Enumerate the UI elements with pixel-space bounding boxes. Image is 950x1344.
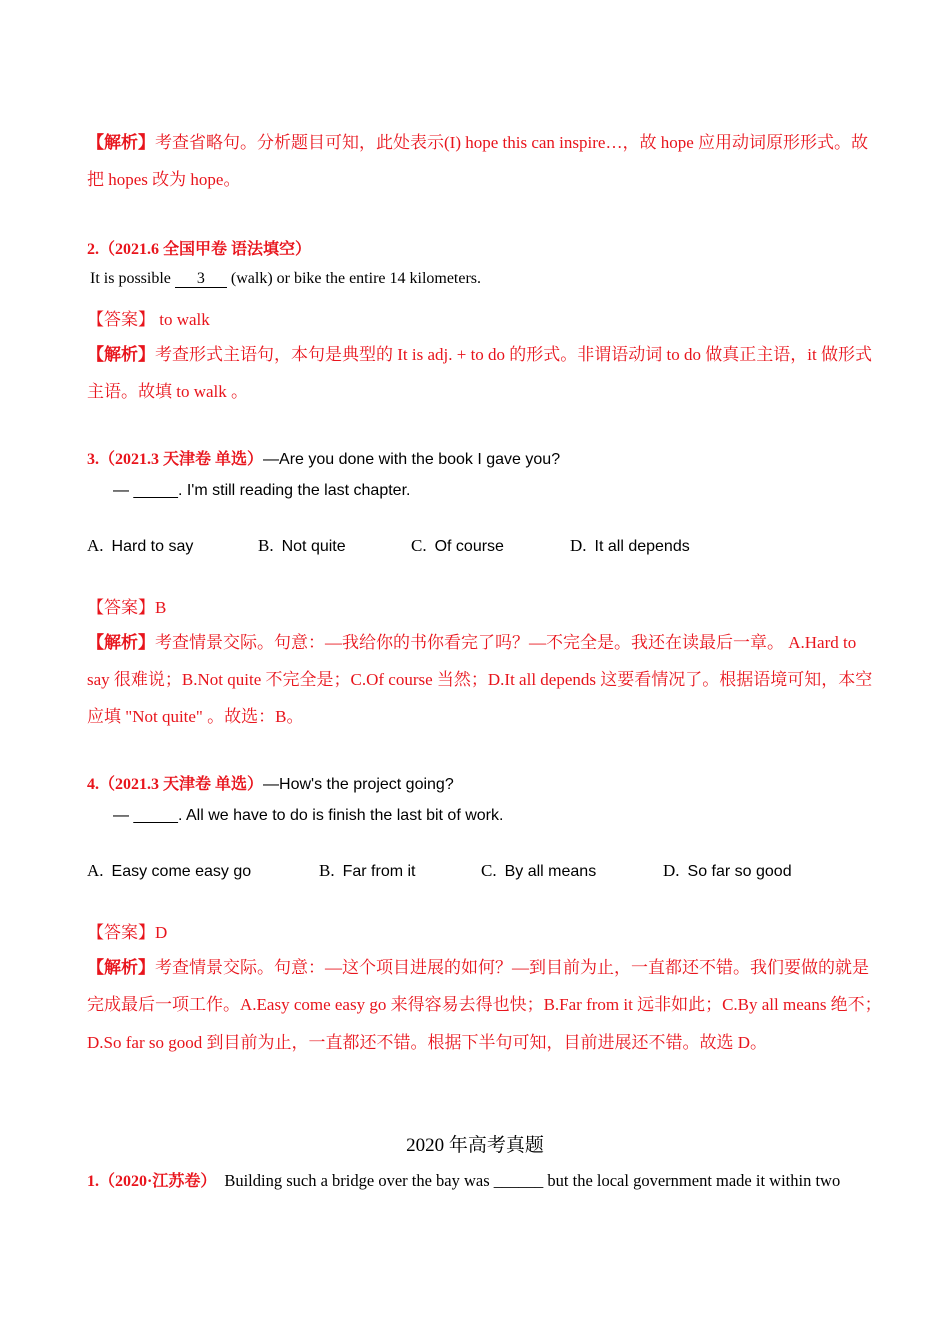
q4-option-a-letter: A.	[87, 861, 104, 880]
q2-analysis-text-1: 考查形式主语句，本句是典型的 It is adj. + to do 的形式。非谓语动词 to do 做真正主语，it 做形式	[155, 345, 872, 364]
q3-reply-text: . I'm still reading the last chapter.	[177, 482, 411, 499]
q4-option-c-text: By all means	[504, 863, 597, 880]
q3-option-a-letter: A.	[87, 536, 104, 555]
prev-analysis-tag: 【解析】	[87, 133, 155, 152]
q2-stem	[90, 270, 481, 288]
q2-answer	[87, 305, 210, 330]
q2-header: 2.（2021.6 全国甲卷 语法填空）	[87, 241, 312, 258]
q3-reply-blank: _____	[133, 482, 178, 499]
q3-option-a[interactable]	[87, 536, 193, 556]
q2020-1-stem: Building such a bridge over the bay was ______ but the local government made it within two	[224, 1171, 841, 1190]
q4-option-c[interactable]	[481, 861, 596, 881]
q4-answer-tag: 【答案】	[87, 923, 155, 942]
q2020-1-header: 1.（2020·江苏卷）	[87, 1173, 217, 1190]
section-title: 2020 年高考真题	[406, 1135, 544, 1156]
q4-answer	[87, 918, 167, 943]
q2-analysis-line-2: 主语。故填 to walk 。	[87, 382, 249, 401]
q3-answer-tag: 【答案】	[87, 598, 155, 617]
q4-reply	[113, 807, 503, 825]
q4-option-d[interactable]	[663, 861, 792, 881]
q3-option-b[interactable]	[258, 536, 346, 556]
q3-analysis-tag: 【解析】	[87, 633, 155, 652]
q4-option-b-text: Far from it	[342, 863, 416, 880]
q4-option-b-letter: B.	[319, 861, 335, 880]
prev-analysis-line-2: 把 hopes 改为 hope。	[87, 170, 241, 189]
q3-option-c[interactable]	[411, 536, 504, 556]
q3-reply	[113, 482, 410, 500]
q3-option-d[interactable]	[570, 536, 690, 556]
q4-option-d-letter: D.	[663, 861, 680, 880]
q4-reply-dash: —	[113, 807, 134, 824]
q3-option-d-text: It all depends	[594, 538, 690, 555]
q2020-1-line	[87, 1168, 840, 1191]
q2-blank: 3	[175, 270, 227, 288]
q3-answer	[87, 593, 166, 618]
q4-analysis-line-2: 完成最后一项工作。A.Easy come easy go 来得容易去得也快；B.Far from it 远非如此；C.By all means 绝不；	[87, 995, 882, 1014]
q4-option-a-text: Easy come easy go	[111, 863, 252, 880]
q3-option-b-letter: B.	[258, 536, 274, 555]
q3-answer-text: B	[155, 598, 167, 617]
q3-option-c-text: Of course	[434, 538, 504, 555]
q4-analysis-line-3: D.So far so good 到目前为止，一直都还不错。根据下半句可知，目前进展还不错。故选 D。	[87, 1033, 767, 1052]
q3-option-c-letter: C.	[411, 536, 427, 555]
prev-analysis-text-1: 考查省略句。分析题目可知，此处表示(I) hope this can inspire…，故 hope 应用动词原形形式。故	[155, 133, 868, 152]
q3-header-line	[87, 446, 560, 469]
q4-stem: —How's the project going?	[263, 776, 454, 793]
q3-analysis-text-1: 考查情景交际。句意：—我给你的书你看完了吗？—不完全是。我还在读最后一章。 A.Hard to	[155, 633, 857, 652]
q2-answer-text: to walk	[155, 310, 210, 329]
q3-stem: —Are you done with the book I gave you?	[263, 451, 561, 468]
q3-option-d-letter: D.	[570, 536, 587, 555]
q2-analysis-line-1	[87, 340, 872, 365]
q4-analysis-tag: 【解析】	[87, 958, 155, 977]
q4-analysis-line-1	[87, 953, 869, 978]
q2-analysis-tag: 【解析】	[87, 345, 155, 364]
q3-reply-dash: —	[113, 482, 134, 499]
q4-option-b[interactable]	[319, 861, 415, 881]
q4-reply-text: . All we have to do is finish the last bit of work.	[177, 807, 504, 824]
q2-stem-before: It is possible	[90, 270, 175, 287]
q4-option-d-text: So far so good	[687, 863, 792, 880]
q4-header-line	[87, 771, 454, 794]
q3-option-b-text: Not quite	[281, 538, 346, 555]
q3-analysis-line-1	[87, 628, 856, 653]
q3-header: 3.（2021.3 天津卷 单选）	[87, 451, 264, 468]
q4-option-a[interactable]	[87, 861, 251, 881]
q3-analysis-line-2: say 很难说；B.Not quite 不完全是；C.Of course 当然；D.It all depends 这要看情况了。根据语境可知，本空	[87, 670, 873, 689]
q4-option-c-letter: C.	[481, 861, 497, 880]
q3-option-a-text: Hard to say	[111, 538, 194, 555]
q3-analysis-line-3: 应填 "Not quite" 。故选：B。	[87, 707, 304, 726]
q4-reply-blank: _____	[133, 807, 178, 824]
q2-stem-after: (walk) or bike the entire 14 kilometers.	[226, 270, 482, 287]
prev-analysis-line-1	[87, 128, 868, 153]
q4-analysis-text-1: 考查情景交际。句意：—这个项目进展的如何？—到目前为止，一直都还不错。我们要做的就是	[155, 958, 869, 977]
q4-answer-text: D	[155, 923, 168, 942]
q4-header: 4.（2021.3 天津卷 单选）	[87, 776, 264, 793]
q2-answer-tag: 【答案】	[87, 310, 155, 329]
